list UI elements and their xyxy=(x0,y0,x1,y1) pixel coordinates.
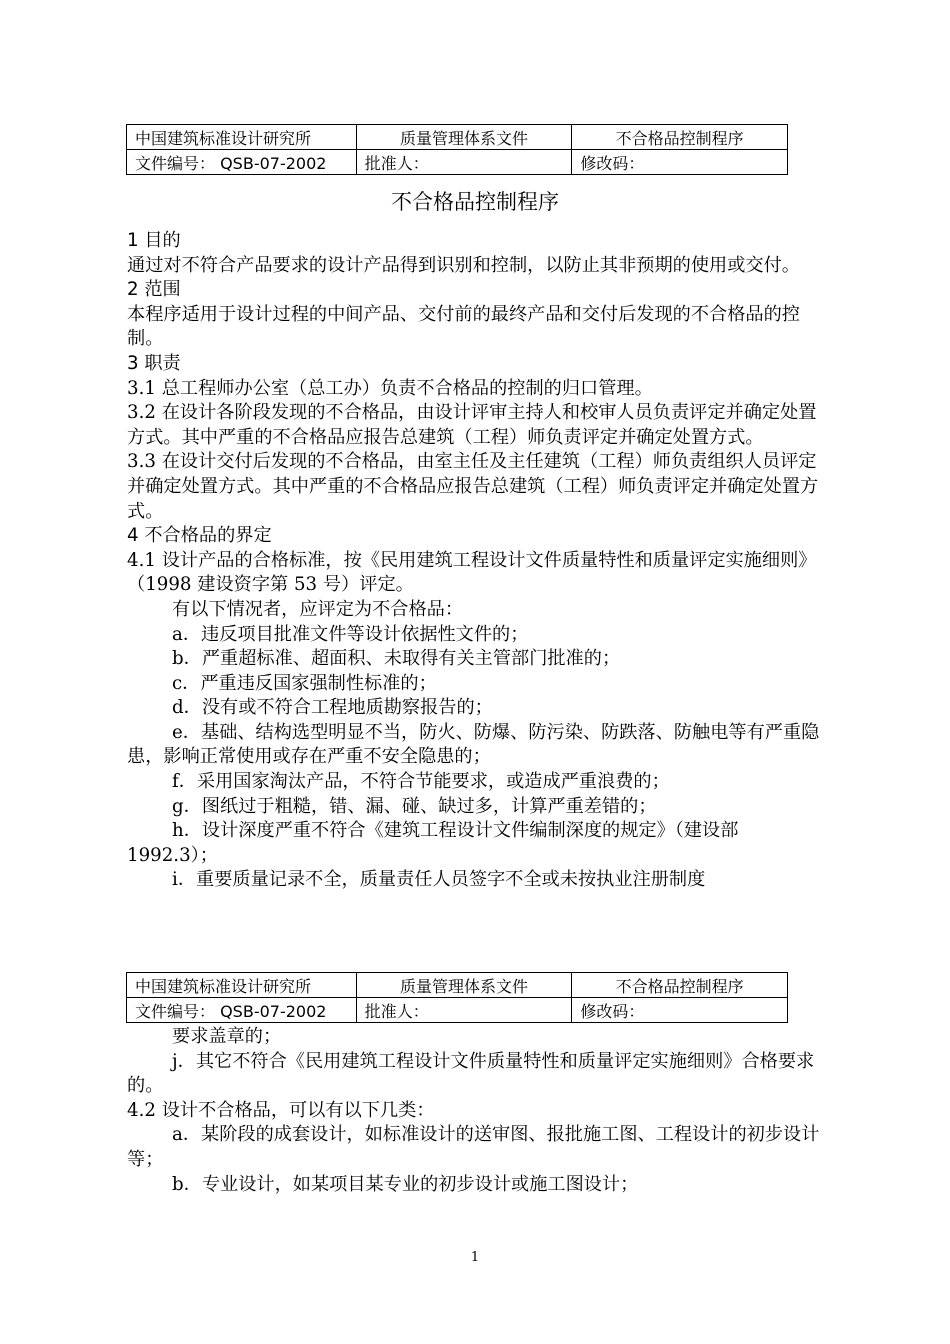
paragraph: e．基础、结构选型明显不当，防火、防爆、防污染、防跌落、防触电等有严重隐患，影响正常使用或存在严重不安全隐患的； xyxy=(127,721,820,768)
paragraph: g．图纸过于粗糙，错、漏、碰、缺过多，计算严重差错的； xyxy=(172,795,657,817)
paragraph: 3.1 总工程师办公室（总工办）负责不合格品的控制的归口管理。 xyxy=(127,377,653,399)
paragraph: b．专业设计，如某项目某专业的初步设计或施工图设计； xyxy=(172,1173,639,1195)
header-row-2 xyxy=(127,998,788,1023)
paragraph: b．严重超标准、超面积、未取得有关主管部门批准的； xyxy=(172,648,621,670)
paragraph: 4.2 设计不合格品，可以有以下几类： xyxy=(127,1099,435,1121)
header-row-1 xyxy=(127,973,788,998)
body-text-part-2 xyxy=(127,1025,823,1197)
paragraph: 本程序适用于设计过程的中间产品、交付前的最终产品和交付后发现的不合格品的控制。 xyxy=(127,303,800,350)
doc-title: 不合格品控制程序 xyxy=(572,973,788,998)
paragraph: c．严重违反国家强制性标准的； xyxy=(172,672,437,694)
paragraph: 4.1 设计产品的合格标准，按《民用建筑工程设计文件质量特性和质量评定实施细则》（1998 建设资字第 53 号）评定。 xyxy=(127,549,817,596)
revision-code: 修改码： xyxy=(572,998,788,1023)
doc-type: 质量管理体系文件 xyxy=(356,973,572,998)
section-heading: 3 职责 xyxy=(127,352,181,374)
paragraph: 3.2 在设计各阶段发现的不合格品，由设计评审主持人和校审人员负责评定并确定处置方式。其中严重的不合格品应报告总建筑（工程）师负责评定并确定处置方式。 xyxy=(127,402,817,448)
paragraph: i．重要质量记录不全，质量责任人员签字不全或未按执业注册制度 xyxy=(172,869,706,891)
org-name: 中国建筑标准设计研究所 xyxy=(127,125,357,150)
paragraph: 3.3 在设计交付后发现的不合格品，由室主任及主任建筑（工程）师负责组织人员评定并确定处置方式。其中严重的不合格品应报告总建筑（工程）师负责评定并确定处置方式。 xyxy=(127,451,819,522)
paragraph: h．设计深度严重不符合《建筑工程设计文件编制深度的规定》（建设部 1992.3）； xyxy=(127,820,739,866)
paragraph: a．某阶段的成套设计，如标准设计的送审图、报批施工图、工程设计的初步设计等； xyxy=(127,1124,820,1170)
section-heading: 2 范围 xyxy=(127,279,181,301)
approver: 批准人： xyxy=(356,998,572,1023)
file-number: 文件编号： QSB-07-2002 xyxy=(127,150,357,175)
paragraph: d．没有或不符合工程地质勘察报告的； xyxy=(172,697,493,719)
section-heading: 1 目的 xyxy=(127,230,181,251)
paragraph: j．其它不符合《民用建筑工程设计文件质量特性和质量评定实施细则》合格要求的。 xyxy=(127,1050,815,1097)
page-title: 不合格品控制程序 xyxy=(391,190,559,214)
document-header-table xyxy=(126,124,788,175)
paragraph: 有以下情况者，应评定为不合格品： xyxy=(172,598,464,620)
paragraph: 通过对不符合产品要求的设计产品得到识别和控制，以防止其非预期的使用或交付。 xyxy=(127,254,800,276)
revision-code: 修改码： xyxy=(572,150,788,175)
doc-type: 质量管理体系文件 xyxy=(356,125,572,150)
page-number: 1 xyxy=(470,1250,480,1265)
section-heading: 4 不合格品的界定 xyxy=(127,525,272,547)
header-row-1 xyxy=(127,125,788,150)
org-name: 中国建筑标准设计研究所 xyxy=(127,973,357,998)
paragraph: a．违反项目批准文件等设计依据性文件的； xyxy=(172,623,529,645)
doc-title: 不合格品控制程序 xyxy=(572,125,788,150)
header-row-2 xyxy=(127,150,788,175)
body-text-part-1 xyxy=(127,229,823,893)
paragraph: f．采用国家淘汰产品，不符合节能要求，或造成严重浪费的； xyxy=(172,771,670,793)
file-number: 文件编号： QSB-07-2002 xyxy=(127,998,357,1023)
document-header-table-repeat xyxy=(126,972,788,1023)
paragraph: 要求盖章的； xyxy=(172,1026,282,1047)
approver: 批准人： xyxy=(356,150,572,175)
